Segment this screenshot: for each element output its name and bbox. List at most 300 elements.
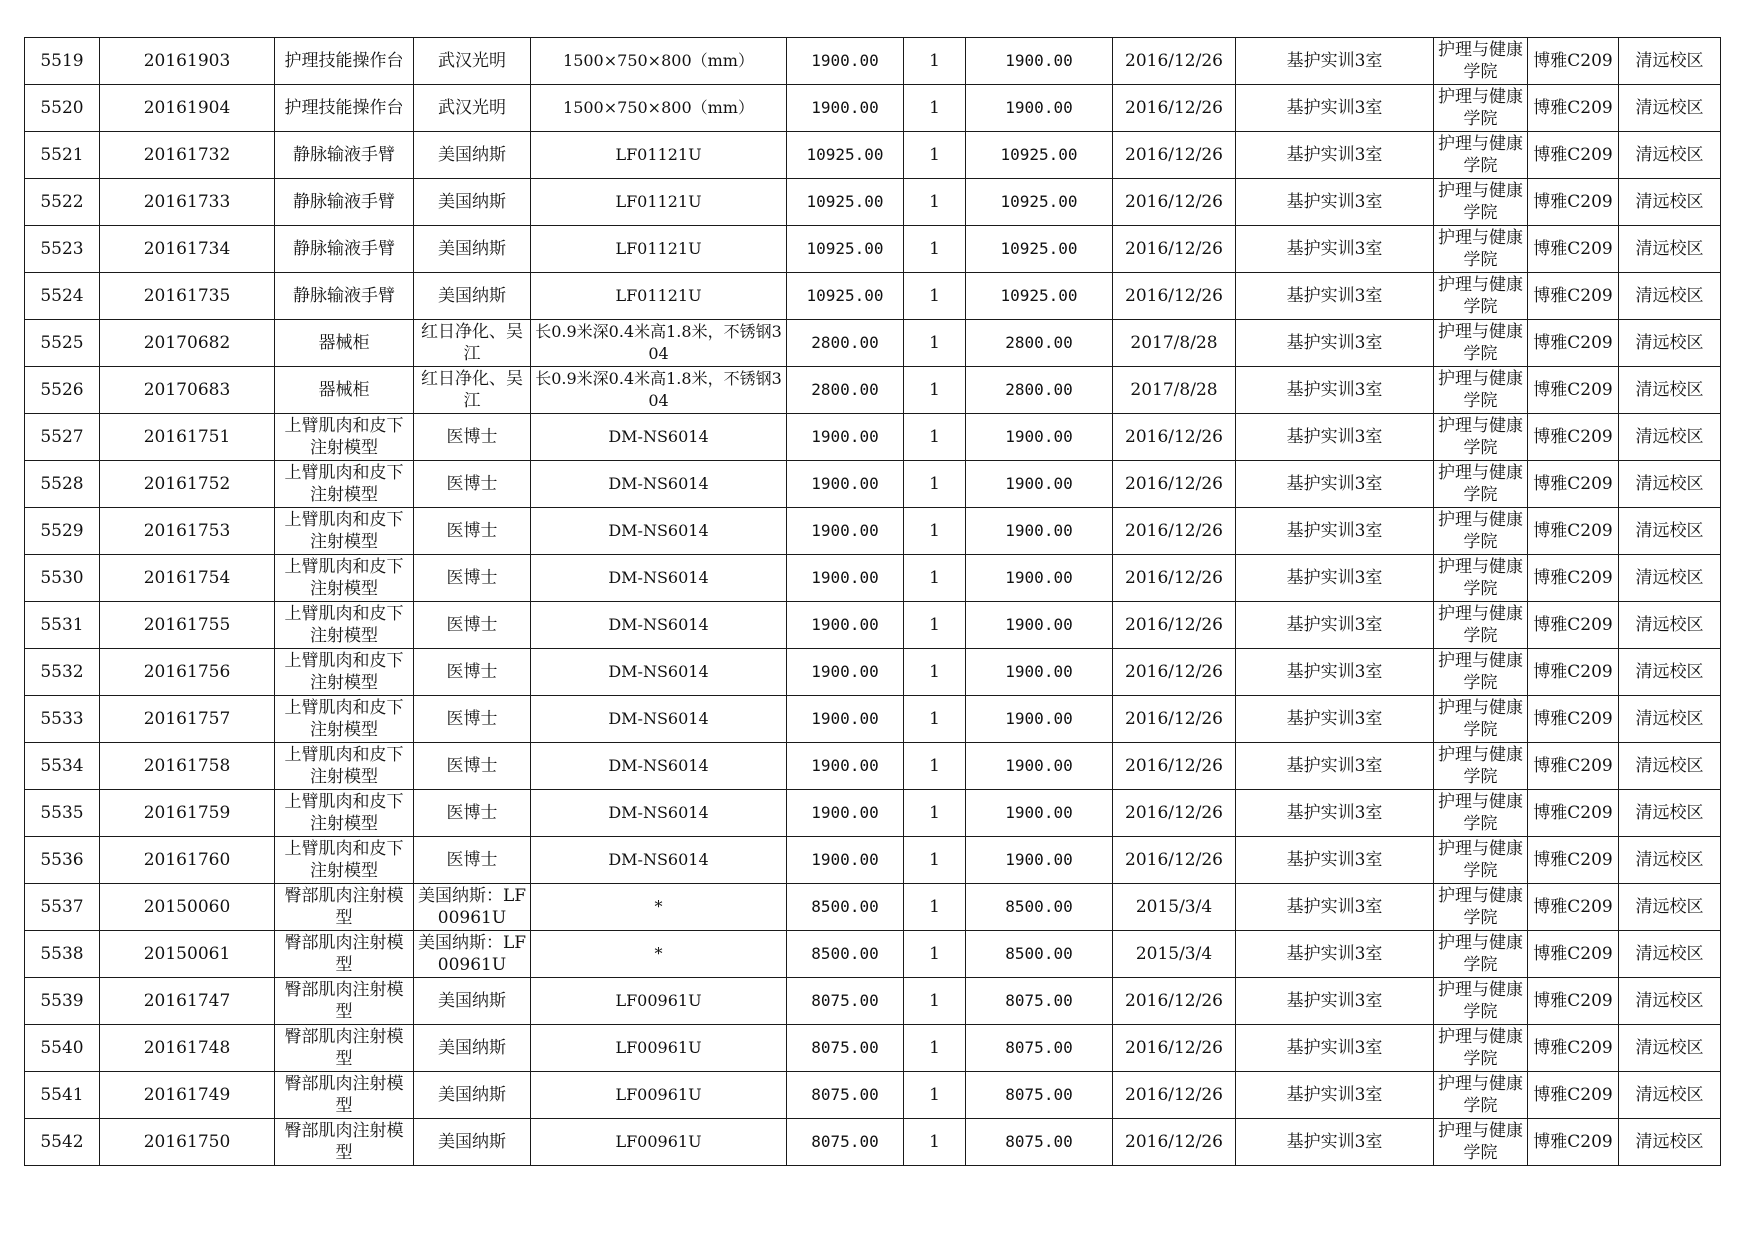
amount-cell: 8075.00	[966, 1119, 1113, 1166]
manufacturer-cell: 美国纳斯	[414, 226, 531, 273]
amount-cell: 8075.00	[966, 1072, 1113, 1119]
item-name-cell: 上臂肌肉和皮下注射模型	[275, 461, 414, 508]
department-cell: 护理与健康学院	[1434, 320, 1528, 367]
unit-price-cell: 8500.00	[787, 884, 904, 931]
item-name-cell: 上臂肌肉和皮下注射模型	[275, 508, 414, 555]
lab-room-cell: 基护实训3室	[1236, 790, 1434, 837]
unit-price-cell: 10925.00	[787, 273, 904, 320]
asset-code-cell: 20161732	[100, 132, 275, 179]
item-name-cell: 上臂肌肉和皮下注射模型	[275, 649, 414, 696]
location-cell: 博雅C209	[1528, 884, 1619, 931]
campus-cell: 清远校区	[1619, 837, 1721, 884]
lab-room-cell: 基护实训3室	[1236, 1119, 1434, 1166]
seq-no-cell: 5519	[25, 38, 100, 85]
campus-cell: 清远校区	[1619, 1072, 1721, 1119]
quantity-cell: 1	[904, 837, 966, 884]
seq-no-cell: 5541	[25, 1072, 100, 1119]
campus-cell: 清远校区	[1619, 1025, 1721, 1072]
lab-room-cell: 基护实训3室	[1236, 132, 1434, 179]
quantity-cell: 1	[904, 414, 966, 461]
unit-price-cell: 10925.00	[787, 132, 904, 179]
asset-code-cell: 20161750	[100, 1119, 275, 1166]
location-cell: 博雅C209	[1528, 273, 1619, 320]
manufacturer-cell: 美国纳斯	[414, 1072, 531, 1119]
item-name-cell: 臀部肌肉注射模型	[275, 1072, 414, 1119]
seq-no-cell: 5534	[25, 743, 100, 790]
purchase-date-cell: 2017/8/28	[1113, 367, 1236, 414]
campus-cell: 清远校区	[1619, 85, 1721, 132]
unit-price-cell: 8500.00	[787, 931, 904, 978]
seq-no-cell: 5527	[25, 414, 100, 461]
amount-cell: 1900.00	[966, 38, 1113, 85]
asset-code-cell: 20161903	[100, 38, 275, 85]
item-name-cell: 护理技能操作台	[275, 85, 414, 132]
specification-cell: 1500×750×800（mm）	[531, 38, 787, 85]
location-cell: 博雅C209	[1528, 38, 1619, 85]
lab-room-cell: 基护实训3室	[1236, 884, 1434, 931]
table-row	[25, 367, 1721, 414]
department-cell: 护理与健康学院	[1434, 649, 1528, 696]
department-cell: 护理与健康学院	[1434, 743, 1528, 790]
department-cell: 护理与健康学院	[1434, 414, 1528, 461]
manufacturer-cell: 美国纳斯	[414, 978, 531, 1025]
specification-cell: DM-NS6014	[531, 508, 787, 555]
lab-room-cell: 基护实训3室	[1236, 461, 1434, 508]
amount-cell: 8075.00	[966, 1025, 1113, 1072]
lab-room-cell: 基护实训3室	[1236, 508, 1434, 555]
purchase-date-cell: 2016/12/26	[1113, 273, 1236, 320]
seq-no-cell: 5530	[25, 555, 100, 602]
purchase-date-cell: 2015/3/4	[1113, 884, 1236, 931]
table-row	[25, 696, 1721, 743]
table-row	[25, 226, 1721, 273]
amount-cell: 10925.00	[966, 132, 1113, 179]
seq-no-cell: 5538	[25, 931, 100, 978]
purchase-date-cell: 2016/12/26	[1113, 696, 1236, 743]
manufacturer-cell: 医博士	[414, 602, 531, 649]
quantity-cell: 1	[904, 85, 966, 132]
amount-cell: 1900.00	[966, 602, 1113, 649]
item-name-cell: 器械柜	[275, 320, 414, 367]
location-cell: 博雅C209	[1528, 978, 1619, 1025]
specification-cell: LF01121U	[531, 226, 787, 273]
location-cell: 博雅C209	[1528, 85, 1619, 132]
unit-price-cell: 1900.00	[787, 649, 904, 696]
manufacturer-cell: 医博士	[414, 790, 531, 837]
seq-no-cell: 5537	[25, 884, 100, 931]
specification-cell: DM-NS6014	[531, 743, 787, 790]
campus-cell: 清远校区	[1619, 226, 1721, 273]
campus-cell: 清远校区	[1619, 320, 1721, 367]
table-row	[25, 1119, 1721, 1166]
table-row	[25, 1072, 1721, 1119]
unit-price-cell: 1900.00	[787, 555, 904, 602]
item-name-cell: 护理技能操作台	[275, 38, 414, 85]
quantity-cell: 1	[904, 743, 966, 790]
lab-room-cell: 基护实训3室	[1236, 837, 1434, 884]
table-row	[25, 461, 1721, 508]
quantity-cell: 1	[904, 320, 966, 367]
item-name-cell: 静脉输液手臂	[275, 273, 414, 320]
department-cell: 护理与健康学院	[1434, 508, 1528, 555]
manufacturer-cell: 美国纳斯：LF00961U	[414, 884, 531, 931]
campus-cell: 清远校区	[1619, 179, 1721, 226]
quantity-cell: 1	[904, 649, 966, 696]
amount-cell: 10925.00	[966, 226, 1113, 273]
department-cell: 护理与健康学院	[1434, 602, 1528, 649]
item-name-cell: 臀部肌肉注射模型	[275, 978, 414, 1025]
department-cell: 护理与健康学院	[1434, 85, 1528, 132]
asset-code-cell: 20150060	[100, 884, 275, 931]
purchase-date-cell: 2016/12/26	[1113, 85, 1236, 132]
item-name-cell: 臀部肌肉注射模型	[275, 931, 414, 978]
lab-room-cell: 基护实训3室	[1236, 226, 1434, 273]
unit-price-cell: 1900.00	[787, 508, 904, 555]
table-row	[25, 273, 1721, 320]
campus-cell: 清远校区	[1619, 743, 1721, 790]
manufacturer-cell: 医博士	[414, 837, 531, 884]
purchase-date-cell: 2016/12/26	[1113, 555, 1236, 602]
quantity-cell: 1	[904, 1119, 966, 1166]
item-name-cell: 臀部肌肉注射模型	[275, 1025, 414, 1072]
purchase-date-cell: 2016/12/26	[1113, 837, 1236, 884]
table-row	[25, 555, 1721, 602]
seq-no-cell: 5540	[25, 1025, 100, 1072]
specification-cell: 长0.9米深0.4米高1.8米，不锈钢304	[531, 320, 787, 367]
table-row	[25, 414, 1721, 461]
location-cell: 博雅C209	[1528, 367, 1619, 414]
lab-room-cell: 基护实训3室	[1236, 38, 1434, 85]
item-name-cell: 臀部肌肉注射模型	[275, 1119, 414, 1166]
specification-cell: DM-NS6014	[531, 649, 787, 696]
item-name-cell: 静脉输液手臂	[275, 226, 414, 273]
table-row	[25, 837, 1721, 884]
seq-no-cell: 5536	[25, 837, 100, 884]
department-cell: 护理与健康学院	[1434, 367, 1528, 414]
seq-no-cell: 5520	[25, 85, 100, 132]
seq-no-cell: 5533	[25, 696, 100, 743]
specification-cell: LF01121U	[531, 132, 787, 179]
quantity-cell: 1	[904, 273, 966, 320]
amount-cell: 1900.00	[966, 461, 1113, 508]
table-row	[25, 790, 1721, 837]
item-name-cell: 上臂肌肉和皮下注射模型	[275, 790, 414, 837]
campus-cell: 清远校区	[1619, 649, 1721, 696]
seq-no-cell: 5525	[25, 320, 100, 367]
quantity-cell: 1	[904, 179, 966, 226]
campus-cell: 清远校区	[1619, 790, 1721, 837]
asset-code-cell: 20161734	[100, 226, 275, 273]
campus-cell: 清远校区	[1619, 931, 1721, 978]
manufacturer-cell: 医博士	[414, 461, 531, 508]
quantity-cell: 1	[904, 1072, 966, 1119]
purchase-date-cell: 2016/12/26	[1113, 226, 1236, 273]
purchase-date-cell: 2016/12/26	[1113, 414, 1236, 461]
unit-price-cell: 8075.00	[787, 1025, 904, 1072]
table-row	[25, 649, 1721, 696]
location-cell: 博雅C209	[1528, 508, 1619, 555]
campus-cell: 清远校区	[1619, 273, 1721, 320]
seq-no-cell: 5521	[25, 132, 100, 179]
table-row	[25, 931, 1721, 978]
campus-cell: 清远校区	[1619, 696, 1721, 743]
manufacturer-cell: 美国纳斯	[414, 273, 531, 320]
seq-no-cell: 5523	[25, 226, 100, 273]
seq-no-cell: 5539	[25, 978, 100, 1025]
amount-cell: 1900.00	[966, 508, 1113, 555]
quantity-cell: 1	[904, 602, 966, 649]
location-cell: 博雅C209	[1528, 320, 1619, 367]
equipment-inventory-table	[24, 37, 1721, 1166]
amount-cell: 8075.00	[966, 978, 1113, 1025]
seq-no-cell: 5542	[25, 1119, 100, 1166]
item-name-cell: 上臂肌肉和皮下注射模型	[275, 837, 414, 884]
amount-cell: 1900.00	[966, 790, 1113, 837]
purchase-date-cell: 2016/12/26	[1113, 743, 1236, 790]
purchase-date-cell: 2016/12/26	[1113, 132, 1236, 179]
lab-room-cell: 基护实训3室	[1236, 1025, 1434, 1072]
table-row	[25, 38, 1721, 85]
lab-room-cell: 基护实训3室	[1236, 320, 1434, 367]
campus-cell: 清远校区	[1619, 414, 1721, 461]
item-name-cell: 静脉输液手臂	[275, 132, 414, 179]
unit-price-cell: 1900.00	[787, 38, 904, 85]
purchase-date-cell: 2016/12/26	[1113, 1025, 1236, 1072]
department-cell: 护理与健康学院	[1434, 179, 1528, 226]
manufacturer-cell: 红日净化、吴江	[414, 367, 531, 414]
purchase-date-cell: 2016/12/26	[1113, 649, 1236, 696]
unit-price-cell: 1900.00	[787, 602, 904, 649]
item-name-cell: 上臂肌肉和皮下注射模型	[275, 696, 414, 743]
specification-cell: DM-NS6014	[531, 790, 787, 837]
table-row	[25, 978, 1721, 1025]
campus-cell: 清远校区	[1619, 461, 1721, 508]
quantity-cell: 1	[904, 367, 966, 414]
lab-room-cell: 基护实训3室	[1236, 602, 1434, 649]
campus-cell: 清远校区	[1619, 367, 1721, 414]
table-row	[25, 320, 1721, 367]
campus-cell: 清远校区	[1619, 508, 1721, 555]
purchase-date-cell: 2016/12/26	[1113, 1119, 1236, 1166]
asset-code-cell: 20161904	[100, 85, 275, 132]
quantity-cell: 1	[904, 931, 966, 978]
seq-no-cell: 5531	[25, 602, 100, 649]
item-name-cell: 臀部肌肉注射模型	[275, 884, 414, 931]
seq-no-cell: 5522	[25, 179, 100, 226]
specification-cell: LF01121U	[531, 179, 787, 226]
manufacturer-cell: 医博士	[414, 414, 531, 461]
department-cell: 护理与健康学院	[1434, 696, 1528, 743]
asset-code-cell: 20161748	[100, 1025, 275, 1072]
amount-cell: 10925.00	[966, 179, 1113, 226]
campus-cell: 清远校区	[1619, 884, 1721, 931]
specification-cell: DM-NS6014	[531, 555, 787, 602]
manufacturer-cell: 医博士	[414, 696, 531, 743]
table-row	[25, 884, 1721, 931]
unit-price-cell: 8075.00	[787, 978, 904, 1025]
amount-cell: 1900.00	[966, 414, 1113, 461]
manufacturer-cell: 医博士	[414, 508, 531, 555]
purchase-date-cell: 2016/12/26	[1113, 978, 1236, 1025]
location-cell: 博雅C209	[1528, 132, 1619, 179]
table-row	[25, 743, 1721, 790]
specification-cell: DM-NS6014	[531, 837, 787, 884]
location-cell: 博雅C209	[1528, 602, 1619, 649]
unit-price-cell: 2800.00	[787, 320, 904, 367]
manufacturer-cell: 医博士	[414, 649, 531, 696]
amount-cell: 2800.00	[966, 367, 1113, 414]
department-cell: 护理与健康学院	[1434, 38, 1528, 85]
location-cell: 博雅C209	[1528, 931, 1619, 978]
asset-code-cell: 20161756	[100, 649, 275, 696]
purchase-date-cell: 2017/8/28	[1113, 320, 1236, 367]
table-row	[25, 179, 1721, 226]
quantity-cell: 1	[904, 884, 966, 931]
seq-no-cell: 5528	[25, 461, 100, 508]
amount-cell: 1900.00	[966, 696, 1113, 743]
table-row	[25, 602, 1721, 649]
campus-cell: 清远校区	[1619, 132, 1721, 179]
quantity-cell: 1	[904, 226, 966, 273]
item-name-cell: 上臂肌肉和皮下注射模型	[275, 602, 414, 649]
specification-cell: LF00961U	[531, 1119, 787, 1166]
department-cell: 护理与健康学院	[1434, 555, 1528, 602]
table-body	[25, 38, 1721, 1166]
asset-code-cell: 20170683	[100, 367, 275, 414]
department-cell: 护理与健康学院	[1434, 1119, 1528, 1166]
item-name-cell: 上臂肌肉和皮下注射模型	[275, 743, 414, 790]
table-row	[25, 1025, 1721, 1072]
asset-code-cell: 20161749	[100, 1072, 275, 1119]
asset-code-cell: 20161735	[100, 273, 275, 320]
manufacturer-cell: 武汉光明	[414, 85, 531, 132]
item-name-cell: 器械柜	[275, 367, 414, 414]
amount-cell: 1900.00	[966, 743, 1113, 790]
department-cell: 护理与健康学院	[1434, 790, 1528, 837]
asset-code-cell: 20161758	[100, 743, 275, 790]
department-cell: 护理与健康学院	[1434, 931, 1528, 978]
purchase-date-cell: 2016/12/26	[1113, 179, 1236, 226]
asset-code-cell: 20161747	[100, 978, 275, 1025]
amount-cell: 1900.00	[966, 649, 1113, 696]
unit-price-cell: 1900.00	[787, 696, 904, 743]
unit-price-cell: 1900.00	[787, 743, 904, 790]
department-cell: 护理与健康学院	[1434, 1072, 1528, 1119]
asset-code-cell: 20161751	[100, 414, 275, 461]
manufacturer-cell: 美国纳斯	[414, 1119, 531, 1166]
location-cell: 博雅C209	[1528, 226, 1619, 273]
unit-price-cell: 10925.00	[787, 179, 904, 226]
asset-code-cell: 20161759	[100, 790, 275, 837]
campus-cell: 清远校区	[1619, 978, 1721, 1025]
purchase-date-cell: 2016/12/26	[1113, 790, 1236, 837]
unit-price-cell: 1900.00	[787, 790, 904, 837]
location-cell: 博雅C209	[1528, 696, 1619, 743]
manufacturer-cell: 美国纳斯	[414, 1025, 531, 1072]
table-row	[25, 85, 1721, 132]
asset-code-cell: 20161755	[100, 602, 275, 649]
table-row	[25, 132, 1721, 179]
amount-cell: 8500.00	[966, 931, 1113, 978]
campus-cell: 清远校区	[1619, 38, 1721, 85]
specification-cell: 长0.9米深0.4米高1.8米，不锈钢304	[531, 367, 787, 414]
asset-code-cell: 20161733	[100, 179, 275, 226]
location-cell: 博雅C209	[1528, 179, 1619, 226]
specification-cell: LF00961U	[531, 1025, 787, 1072]
quantity-cell: 1	[904, 978, 966, 1025]
seq-no-cell: 5524	[25, 273, 100, 320]
lab-room-cell: 基护实训3室	[1236, 696, 1434, 743]
purchase-date-cell: 2015/3/4	[1113, 931, 1236, 978]
manufacturer-cell: 红日净化、吴江	[414, 320, 531, 367]
lab-room-cell: 基护实训3室	[1236, 414, 1434, 461]
location-cell: 博雅C209	[1528, 414, 1619, 461]
location-cell: 博雅C209	[1528, 555, 1619, 602]
lab-room-cell: 基护实训3室	[1236, 978, 1434, 1025]
location-cell: 博雅C209	[1528, 1119, 1619, 1166]
unit-price-cell: 10925.00	[787, 226, 904, 273]
quantity-cell: 1	[904, 132, 966, 179]
purchase-date-cell: 2016/12/26	[1113, 508, 1236, 555]
specification-cell: DM-NS6014	[531, 602, 787, 649]
department-cell: 护理与健康学院	[1434, 978, 1528, 1025]
specification-cell: LF00961U	[531, 1072, 787, 1119]
location-cell: 博雅C209	[1528, 1072, 1619, 1119]
unit-price-cell: 8075.00	[787, 1119, 904, 1166]
item-name-cell: 静脉输液手臂	[275, 179, 414, 226]
lab-room-cell: 基护实训3室	[1236, 743, 1434, 790]
location-cell: 博雅C209	[1528, 790, 1619, 837]
asset-code-cell: 20170682	[100, 320, 275, 367]
unit-price-cell: 1900.00	[787, 414, 904, 461]
seq-no-cell: 5526	[25, 367, 100, 414]
lab-room-cell: 基护实训3室	[1236, 1072, 1434, 1119]
campus-cell: 清远校区	[1619, 602, 1721, 649]
purchase-date-cell: 2016/12/26	[1113, 602, 1236, 649]
department-cell: 护理与健康学院	[1434, 837, 1528, 884]
location-cell: 博雅C209	[1528, 461, 1619, 508]
lab-room-cell: 基护实训3室	[1236, 649, 1434, 696]
table-row	[25, 508, 1721, 555]
specification-cell: 1500×750×800（mm）	[531, 85, 787, 132]
item-name-cell: 上臂肌肉和皮下注射模型	[275, 414, 414, 461]
manufacturer-cell: 美国纳斯	[414, 132, 531, 179]
department-cell: 护理与健康学院	[1434, 884, 1528, 931]
amount-cell: 1900.00	[966, 85, 1113, 132]
unit-price-cell: 1900.00	[787, 837, 904, 884]
location-cell: 博雅C209	[1528, 837, 1619, 884]
department-cell: 护理与健康学院	[1434, 226, 1528, 273]
department-cell: 护理与健康学院	[1434, 273, 1528, 320]
quantity-cell: 1	[904, 38, 966, 85]
department-cell: 护理与健康学院	[1434, 1025, 1528, 1072]
manufacturer-cell: 医博士	[414, 743, 531, 790]
quantity-cell: 1	[904, 1025, 966, 1072]
seq-no-cell: 5532	[25, 649, 100, 696]
lab-room-cell: 基护实训3室	[1236, 367, 1434, 414]
location-cell: 博雅C209	[1528, 1025, 1619, 1072]
specification-cell: LF01121U	[531, 273, 787, 320]
amount-cell: 2800.00	[966, 320, 1113, 367]
specification-cell: DM-NS6014	[531, 414, 787, 461]
location-cell: 博雅C209	[1528, 743, 1619, 790]
manufacturer-cell: 美国纳斯：LF00961U	[414, 931, 531, 978]
campus-cell: 清远校区	[1619, 1119, 1721, 1166]
quantity-cell: 1	[904, 508, 966, 555]
seq-no-cell: 5535	[25, 790, 100, 837]
specification-cell: *	[531, 931, 787, 978]
unit-price-cell: 1900.00	[787, 461, 904, 508]
